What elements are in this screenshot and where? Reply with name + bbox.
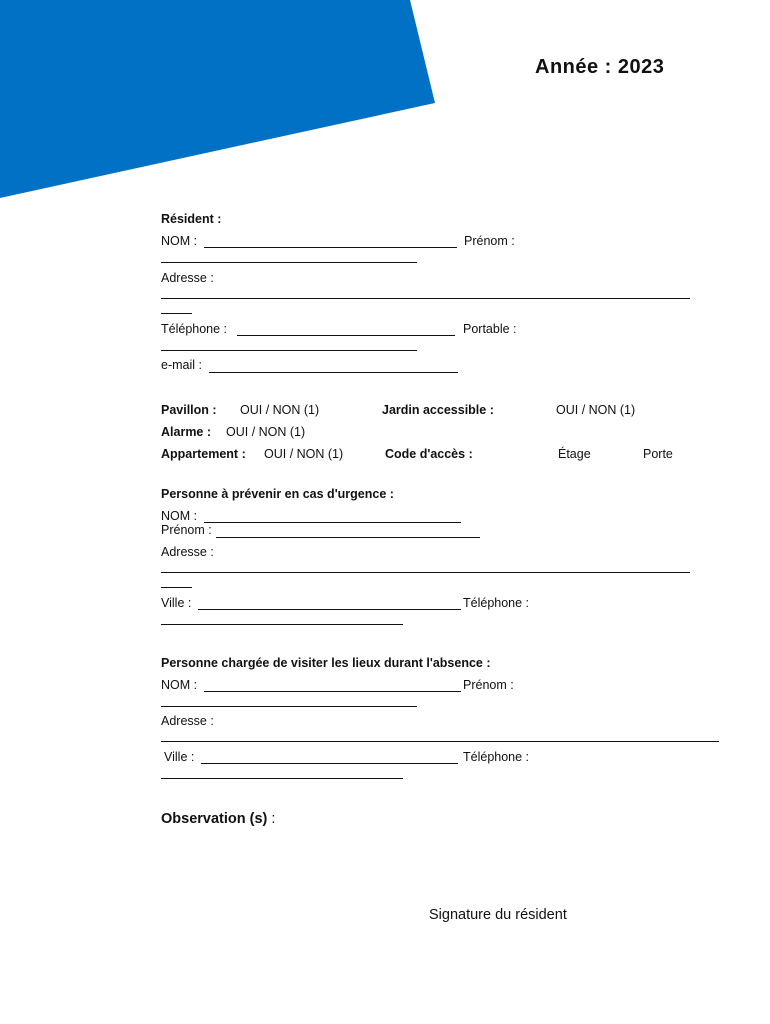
visitor-nom-label: NOM : [161, 678, 198, 692]
emergency-ville-field[interactable] [198, 609, 461, 610]
year-title: Année : 2023 [535, 56, 665, 78]
visitor-ville-field[interactable] [201, 763, 458, 764]
resident-telephone-label: Téléphone : [161, 322, 228, 336]
emergency-heading: Personne à prévenir en cas d'urgence : [161, 487, 394, 501]
emergency-prenom-field[interactable] [216, 537, 480, 538]
emergency-adresse-label: Adresse : [161, 545, 214, 559]
banner-shape [0, 0, 435, 198]
jardin-label: Jardin accessible : [382, 403, 494, 417]
visitor-prenom-label: Prénom : [463, 678, 514, 692]
visitor-nom-field[interactable] [204, 691, 461, 692]
resident-prenom-field[interactable] [161, 262, 417, 263]
pavillon-label: Pavillon : [161, 403, 217, 417]
header-banner [0, 0, 440, 200]
emergency-nom-label: NOM : [161, 509, 198, 523]
emergency-telephone-field[interactable] [161, 624, 403, 625]
emergency-adresse-field[interactable] [161, 572, 690, 573]
emergency-nom-field[interactable] [204, 522, 461, 523]
emergency-telephone-label: Téléphone : [463, 596, 530, 610]
code-acces-label: Code d'accès : [385, 447, 473, 461]
visitor-ville-label: Ville : [164, 750, 195, 764]
pavillon-options[interactable]: OUI / NON (1) [240, 403, 320, 417]
emergency-prenom-label: Prénom : [161, 523, 212, 537]
signature-label: Signature du résident [429, 907, 567, 923]
resident-adresse-field[interactable] [161, 298, 690, 299]
resident-nom-field[interactable] [204, 247, 457, 248]
alarme-label: Alarme : [161, 425, 212, 439]
visitor-prenom-field[interactable] [161, 706, 417, 707]
observation-label-colon: : [271, 811, 276, 827]
visitor-heading: Personne chargée de visiter les lieux durant l'absence : [161, 656, 491, 670]
resident-email-field[interactable] [209, 372, 458, 373]
emergency-adresse-field-continued[interactable] [161, 587, 192, 588]
resident-prenom-label: Prénom : [464, 234, 515, 248]
visitor-telephone-label: Téléphone : [463, 750, 530, 764]
resident-telephone-field[interactable] [237, 335, 455, 336]
visitor-telephone-field[interactable] [161, 778, 403, 779]
resident-adresse-field-continued[interactable] [161, 313, 192, 314]
jardin-options[interactable]: OUI / NON (1) [556, 403, 636, 417]
visitor-adresse-field[interactable] [161, 741, 719, 742]
emergency-ville-label: Ville : [161, 596, 192, 610]
resident-heading: Résident : [161, 212, 222, 226]
observation-label-text: Observation (s) [161, 811, 268, 827]
observation-label [161, 811, 275, 827]
resident-nom-label: NOM : [161, 234, 198, 248]
resident-portable-field[interactable] [161, 350, 417, 351]
visitor-adresse-label: Adresse : [161, 714, 214, 728]
resident-portable-label: Portable : [463, 322, 517, 336]
resident-adresse-label: Adresse : [161, 271, 214, 285]
appartement-options[interactable]: OUI / NON (1) [264, 447, 344, 461]
alarme-options[interactable]: OUI / NON (1) [226, 425, 306, 439]
porte-label: Porte [643, 447, 673, 461]
appartement-label: Appartement : [161, 447, 246, 461]
etage-label: Étage [558, 447, 591, 461]
resident-email-label: e-mail : [161, 358, 202, 372]
